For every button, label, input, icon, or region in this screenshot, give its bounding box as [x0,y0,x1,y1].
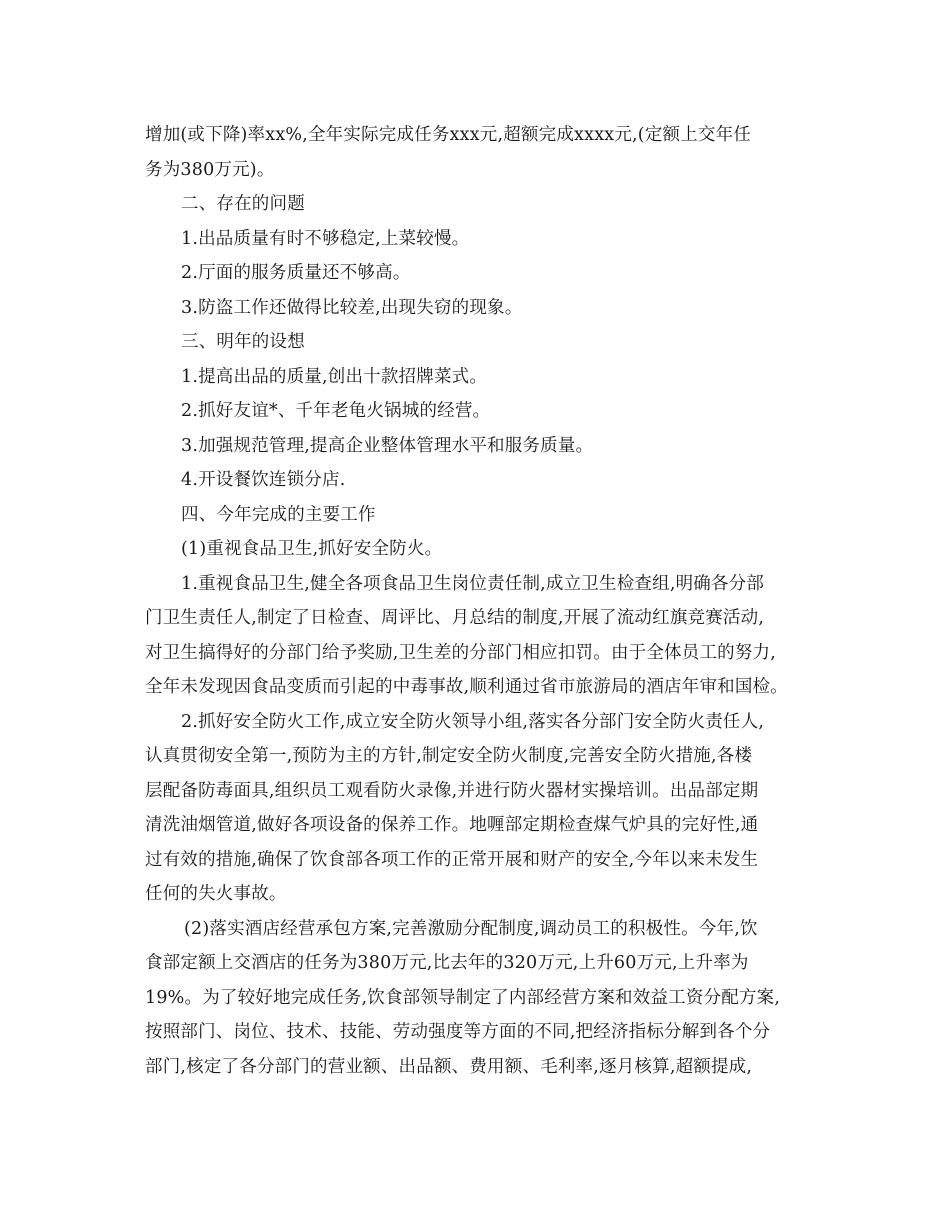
paragraph-line: 按照部门、岗位、技术、技能、劳动强度等方面的不同,把经济指标分解到各个分 [145,1022,771,1042]
paragraph-line: 食部定额上交酒店的任务为380万元,比去年的320万元,上升60万元,上升率为 [145,953,749,973]
paragraph-line: 门卫生责任人,制定了日检查、周评比、月总结的制度,开展了流动红旗竞赛活动, [145,608,765,628]
list-item: 2.厅面的服务质量还不够高。 [181,263,411,283]
list-item: 1.出品质量有时不够稳定,上菜较慢。 [181,228,470,249]
paragraph-line: 1.重视食品卫生,健全各项食品卫生岗位责任制,成立卫生检查组,明确各分部 [181,573,765,594]
paragraph-line: 层配备防毒面具,组织员工观看防火录像,并进行防火器材实操培训。出品部定期 [145,780,759,801]
paragraph-line: 19%。为了较好地完成任务,饮食部领导制定了内部经营方案和效益工资分配方案, [145,987,781,1008]
paragraph-line: 对卫生搞得好的分部门给予奖励,卫生差的分部门相应扣罚。由于全体员工的努力, [145,642,777,663]
text-line: 增加(或下降)率xx%,全年实际完成任务xxx元,超额完成xxxx元,(定额上交年任 [145,125,752,145]
list-item: 1.提高出品的质量,创出十款招牌菜式。 [181,366,488,387]
paragraph-line: 过有效的措施,确保了饮食部各项工作的正常开展和财产的安全,今年以来未发生 [145,849,759,870]
paragraph-line: 2.抓好安全防火工作,成立安全防火领导小组,落实各分部门安全防火责任人, [181,711,765,732]
document-body [145,118,810,1084]
sub-heading: (1)重视食品卫生,抓好安全防火。 [181,539,443,559]
paragraph-line: 认真贯彻安全第一,预防为主的方针,制定安全防火制度,完善安全防火措施,各楼 [145,746,753,766]
paragraph-line: 任何的失火事故。 [145,884,287,904]
list-item: 2.抓好友谊*、千年老龟火锅城的经营。 [181,401,491,421]
paragraph-line: 全年未发现因食品变质而引起的中毒事故,顺利通过省市旅游局的酒店年审和国检。 [145,677,788,697]
section-heading: 四、今年完成的主要工作 [181,504,376,525]
list-item: 4.开设餐饮连锁分店. [181,470,346,490]
text-line: 务为380万元)。 [145,159,275,180]
paragraph-line: 清洗油烟管道,做好各项设备的保养工作。地喱部定期检查煤气炉具的完好性,通 [145,815,759,835]
paragraph-line: (2)落实酒店经营承包方案,完善激励分配制度,调动员工的积极性。今年,饮 [184,918,758,939]
section-heading: 三、明年的设想 [181,332,305,352]
list-item: 3.防盗工作还做得比较差,出现失窃的现象。 [181,297,523,318]
list-item: 3.加强规范管理,提高企业整体管理水平和服务质量。 [181,435,594,456]
section-heading: 二、存在的问题 [181,194,305,214]
paragraph-line: 部门,核定了各分部门的营业额、出品额、费用额、毛利率,逐月核算,超额提成, [145,1056,753,1077]
